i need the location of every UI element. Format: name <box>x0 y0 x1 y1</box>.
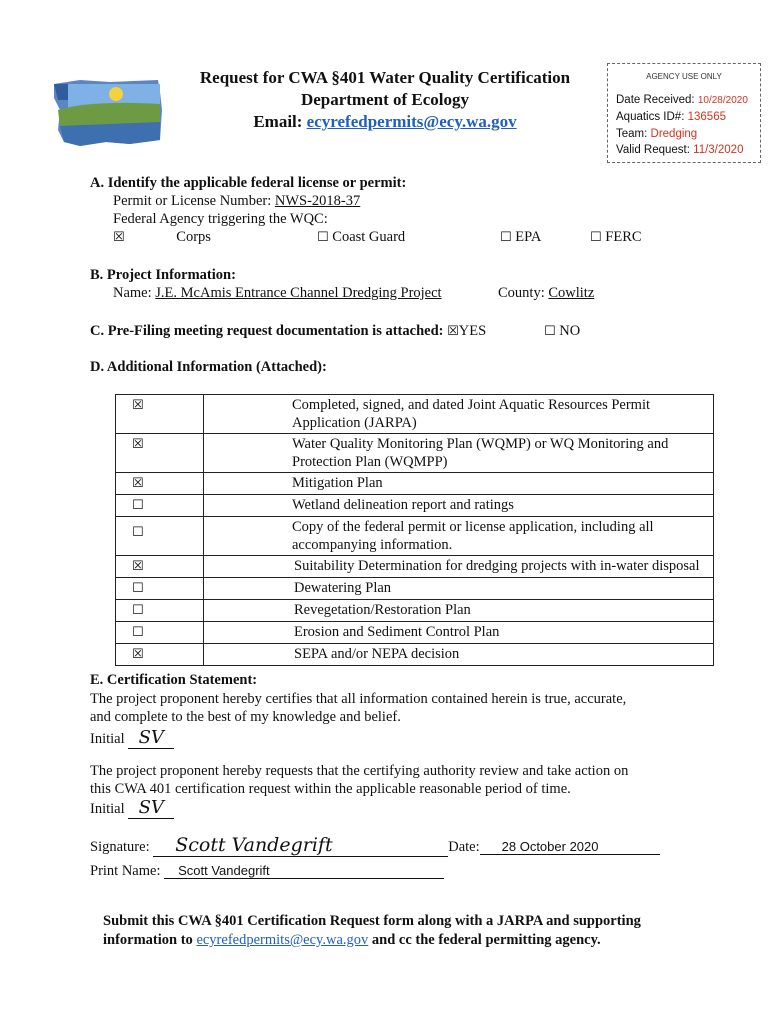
agency-option-coast-guard[interactable] <box>317 229 405 246</box>
row-checkbox-cell[interactable] <box>116 434 204 473</box>
team-row: Team: Dredging <box>616 127 698 140</box>
permit-number-row: Permit or License Number: NWS-2018-37 <box>113 193 361 209</box>
epa-label: EPA <box>515 229 542 245</box>
item-checkbox[interactable]: ☒ <box>132 647 144 662</box>
date-label: Date: <box>448 839 480 855</box>
item-checkbox[interactable]: ☒ <box>132 559 144 574</box>
row-checkbox-cell[interactable] <box>116 622 204 644</box>
prefiling-yes-label: YES <box>458 323 487 339</box>
page-title: Request for CWA §401 Water Quality Certification <box>199 68 571 87</box>
project-name-field[interactable]: J.E. McAmis Entrance Channel Dredging Project <box>155 285 442 301</box>
agency-box-title: AGENCY USE ONLY <box>646 72 722 81</box>
county-row: County: Cowlitz <box>498 285 595 301</box>
row-text-cell: Wetland delineation report and ratings <box>204 495 714 517</box>
row-checkbox-cell[interactable] <box>116 578 204 600</box>
item-checkbox[interactable]: ☐ <box>132 603 144 618</box>
agency-option-ferc[interactable] <box>590 229 642 246</box>
table-row <box>116 622 714 644</box>
row-checkbox-cell[interactable] <box>116 473 204 495</box>
signature-label: Signature: <box>90 839 150 855</box>
department-name: Department of Ecology <box>300 90 470 109</box>
aquatics-id-value: 136565 <box>687 111 726 123</box>
certification-paragraph-2: The project proponent hereby requests that the certifying authority review and take action on this CWA 401 certification request within the applicable reasonable period of time. <box>90 763 629 797</box>
item-checkbox[interactable]: ☒ <box>132 437 144 452</box>
county-field[interactable]: Cowlitz <box>548 285 595 301</box>
table-row <box>116 578 714 600</box>
federal-agency-label: Federal Agency triggering the WQC: <box>113 211 328 227</box>
additional-info-table <box>115 394 714 666</box>
signature-value: Scott Vandegrift <box>175 834 333 856</box>
row-text-cell: Erosion and Sediment Control Plan <box>204 622 714 644</box>
prefiling-yes-checkbox[interactable]: ☒ <box>447 324 459 339</box>
row-checkbox-cell[interactable] <box>116 495 204 517</box>
header-email-line <box>190 112 580 132</box>
item-checkbox[interactable]: ☐ <box>132 498 144 513</box>
row-checkbox-cell[interactable] <box>116 600 204 622</box>
aquatics-id-row: Aquatics ID#: 136565 <box>616 111 726 123</box>
row-text-cell: Dewatering Plan <box>204 578 714 600</box>
corps-checkbox[interactable]: ☒ <box>113 230 125 245</box>
ferc-label: FERC <box>605 229 642 245</box>
agency-option-epa[interactable] <box>500 229 541 246</box>
prefiling-no-label: NO <box>559 323 581 339</box>
section-b-heading: B. Project Information: <box>90 267 236 283</box>
row-text-cell: SEPA and/or NEPA decision <box>204 644 714 666</box>
row-text-cell: Revegetation/Restoration Plan <box>204 600 714 622</box>
valid-request-row: Valid Request: 11/3/2020 <box>616 144 744 156</box>
row-checkbox-cell[interactable] <box>116 517 204 556</box>
coast-guard-checkbox[interactable]: ☐ <box>317 230 329 245</box>
row-text-cell: Water Quality Monitoring Plan (WQMP) or WQ Monitoring and Protection Plan (WQMPP) <box>204 434 714 473</box>
signature-row <box>90 834 660 857</box>
item-checkbox[interactable]: ☒ <box>132 476 144 491</box>
date-field[interactable]: 28 October 2020 <box>480 839 660 855</box>
row-checkbox-cell[interactable] <box>116 644 204 666</box>
date-received-value: 10/28/2020 <box>697 94 748 106</box>
certification-paragraph-1: The project proponent hereby certifies that all information contained herein is true, accurate, and complete to the best of my knowledge and belief. <box>90 691 627 725</box>
valid-request-value: 11/3/2020 <box>693 144 744 156</box>
item-checkbox[interactable]: ☐ <box>132 581 144 596</box>
prefiling-no-checkbox[interactable]: ☐ <box>544 324 556 339</box>
initial-signature-1: SV <box>138 727 164 748</box>
table-row <box>116 556 714 578</box>
row-text-cell: Mitigation Plan <box>204 473 714 495</box>
print-name-field[interactable]: Scott Vandegrift <box>164 863 444 879</box>
permit-number-field[interactable]: NWS-2018-37 <box>274 193 361 209</box>
epa-checkbox[interactable]: ☐ <box>500 230 512 245</box>
ferc-checkbox[interactable]: ☐ <box>590 230 602 245</box>
table-row <box>116 395 714 434</box>
initial-label: Initial <box>90 801 125 817</box>
section-a-heading: A. Identify the applicable federal license or permit: <box>90 175 407 191</box>
section-c-row <box>90 323 486 340</box>
header-email-link[interactable]: ecyrefedpermits@ecy.wa.gov <box>306 112 517 131</box>
corps-label: Corps <box>176 229 211 245</box>
initial-signature-2: SV <box>138 797 164 818</box>
item-checkbox[interactable]: ☐ <box>132 525 144 540</box>
submission-instructions: Submit this CWA §401 Certification Request form along with a JARPA and supporting information to ecyrefedpermits@ecy.wa.gov and cc the federal permitting agency. <box>103 913 641 948</box>
initial-field-1[interactable] <box>128 727 174 749</box>
footer-email-link[interactable]: ecyrefedpermits@ecy.wa.gov <box>196 932 369 948</box>
date-received-row: Date Received: 10/28/2020 <box>616 93 748 106</box>
project-name-row: Name: J.E. McAmis Entrance Channel Dredging Project <box>113 285 442 301</box>
prefiling-no[interactable] <box>544 323 580 340</box>
print-name-row <box>90 863 444 880</box>
coast-guard-label: Coast Guard <box>332 229 406 245</box>
team-value: Dredging <box>650 127 698 140</box>
section-e-heading: E. Certification Statement: <box>90 672 258 688</box>
initial-row-2 <box>90 797 174 819</box>
agency-use-box <box>607 63 761 163</box>
initial-label: Initial <box>90 731 125 747</box>
section-d-heading: D. Additional Information (Attached): <box>90 359 327 375</box>
table-row <box>116 434 714 473</box>
print-name-label: Print Name: <box>90 863 161 879</box>
row-checkbox-cell[interactable] <box>116 395 204 434</box>
initial-row-1 <box>90 727 174 749</box>
table-row <box>116 644 714 666</box>
agency-option-corps[interactable] <box>113 229 211 246</box>
initial-field-2[interactable] <box>128 797 174 819</box>
row-checkbox-cell[interactable] <box>116 556 204 578</box>
table-row <box>116 473 714 495</box>
section-c-heading: C. Pre-Filing meeting request documentation is attached: <box>90 323 444 339</box>
table-row <box>116 495 714 517</box>
table-row <box>116 517 714 556</box>
email-label: Email: <box>253 112 303 131</box>
ecology-logo <box>50 70 168 152</box>
item-checkbox[interactable]: ☐ <box>132 625 144 640</box>
row-text-cell: Completed, signed, and dated Joint Aquatic Resources Permit Application (JARPA) <box>204 395 714 434</box>
item-checkbox[interactable]: ☒ <box>132 398 144 413</box>
signature-field[interactable] <box>153 834 448 857</box>
row-text-cell: Suitability Determination for dredging projects with in-water disposal <box>204 556 714 578</box>
row-text-cell: Copy of the federal permit or license application, including all accompanying information. <box>204 517 714 556</box>
table-row <box>116 600 714 622</box>
